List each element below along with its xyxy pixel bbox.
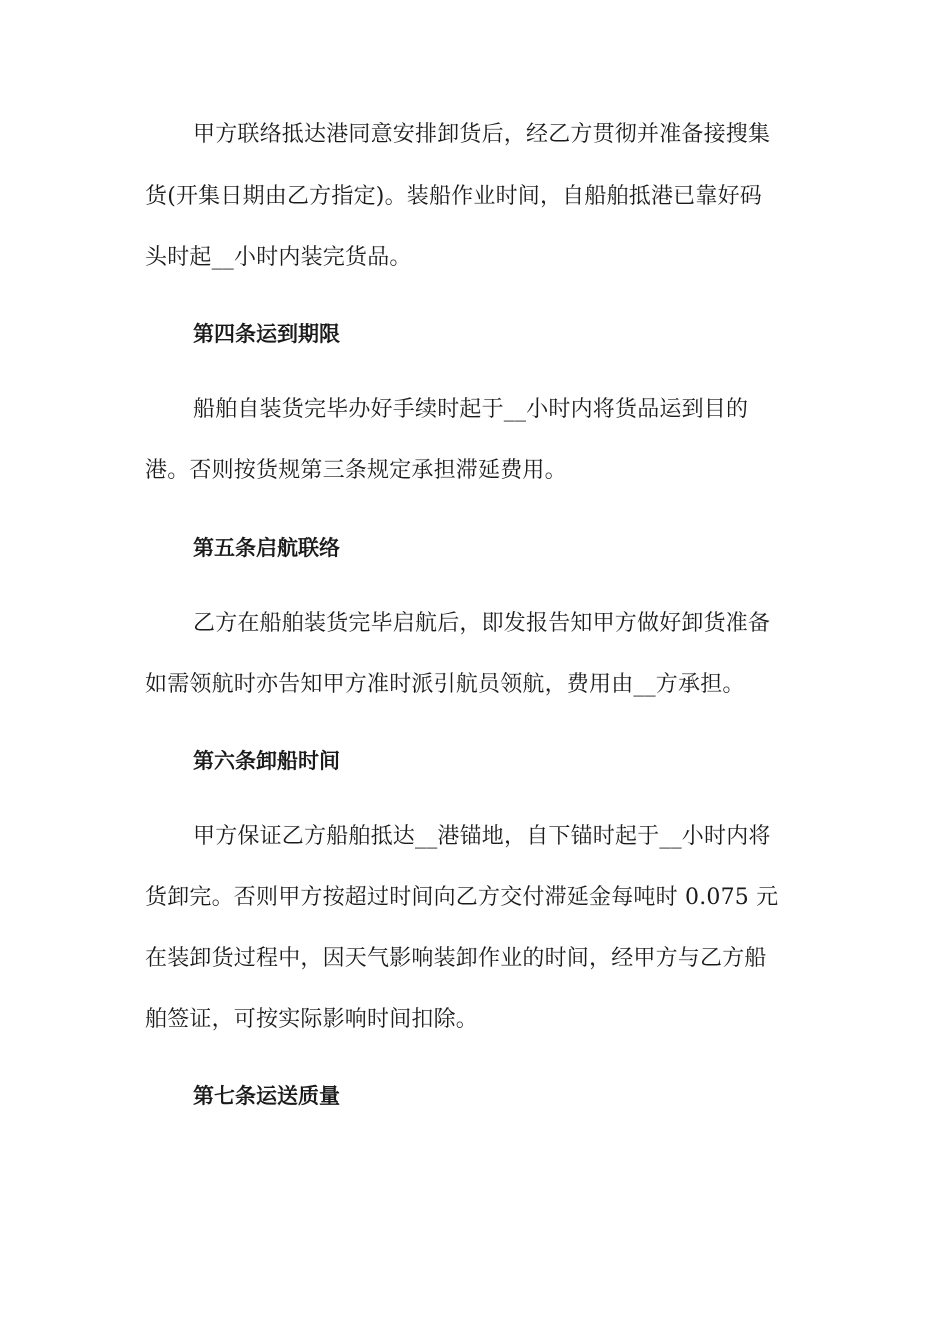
section-heading-4: 第四条运到期限 [193,322,340,346]
section-heading-5: 第五条启航联络 [193,536,340,560]
paragraph-line: 甲方保证乙方船舶抵达__港锚地，自下锚时起于__小时内将 [193,824,771,849]
paragraph-line: 如需领航时亦告知甲方准时派引航员领航，费用由__方承担。 [145,672,745,697]
section-heading-7: 第七条运送质量 [193,1084,340,1108]
paragraph-line: 头时起__小时内装完货品。 [145,245,412,270]
section-heading-6: 第六条卸船时间 [193,749,340,773]
paragraph-line: 货卸完。否则甲方按超过时间向乙方交付滞延金每吨时 0.075 元 [145,885,779,910]
paragraph-line: 甲方联络抵达港同意安排卸货后，经乙方贯彻并准备接搜集 [193,122,771,147]
paragraph-line: 货(开集日期由乙方指定)。装船作业时间，自船舶抵港已靠好码 [145,184,762,209]
paragraph-line: 舶签证，可按实际影响时间扣除。 [145,1007,479,1032]
paragraph-line: 乙方在船舶装货完毕启航后，即发报告知甲方做好卸货准备 [193,611,771,636]
paragraph-line: 船舶自装货完毕办好手续时起于__小时内将货品运到目的 [193,397,749,422]
paragraph-line: 港。否则按货规第三条规定承担滞延费用。 [145,458,567,483]
paragraph-line: 在装卸货过程中，因天气影响装卸作业的时间，经甲方与乙方船 [145,946,767,971]
